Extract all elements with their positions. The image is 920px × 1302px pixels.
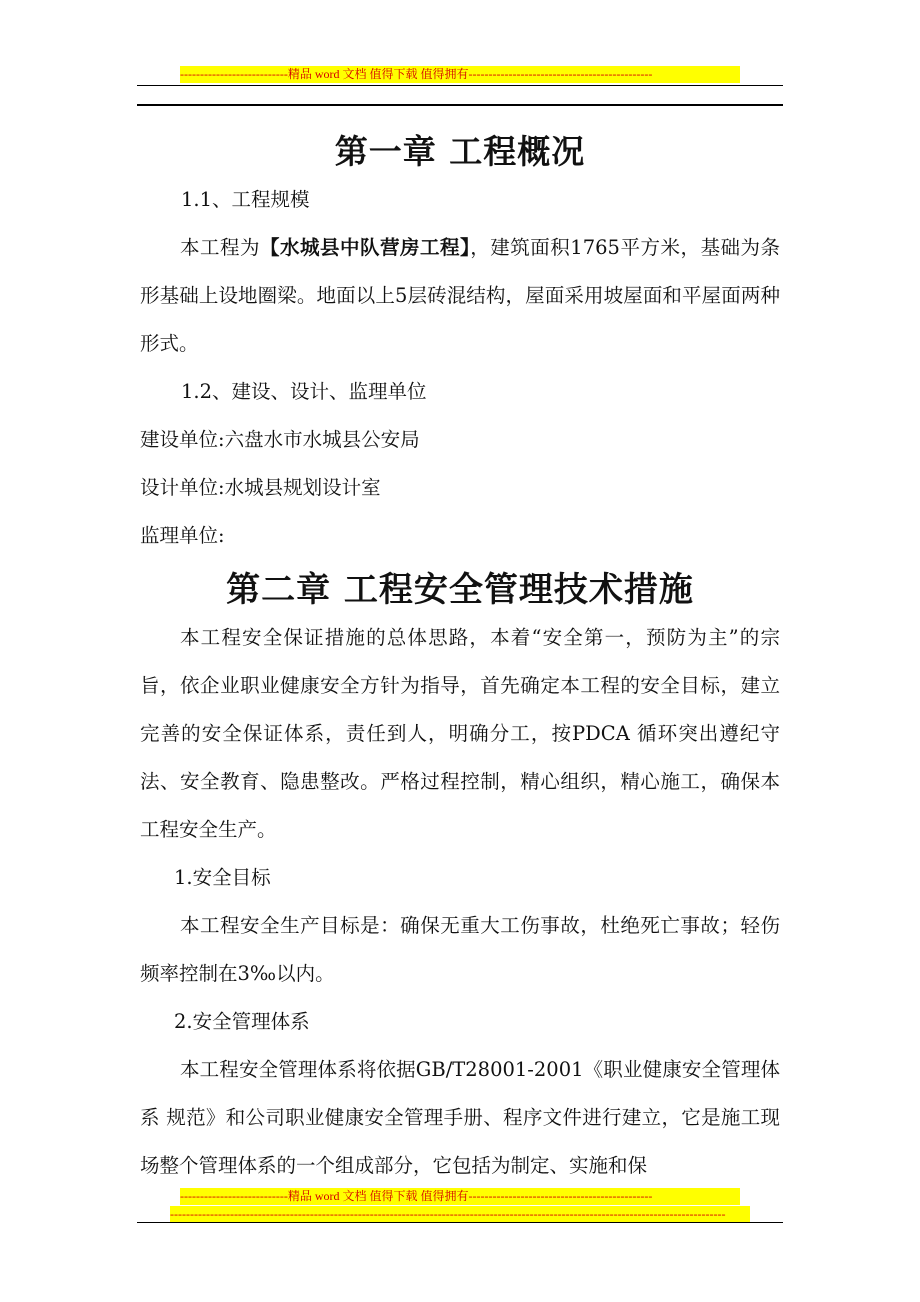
header-rule-thick <box>137 104 783 106</box>
chapter2-title: 第二章 工程安全管理技术措施 <box>226 570 694 610</box>
paragraph-text: 本工程为 <box>180 236 261 259</box>
header-rule-thin <box>137 85 783 86</box>
footer-banner: ---------------------------精品 word 文档 值得下载 值得拥有---------------------------------------------- <box>180 1188 740 1205</box>
owner-unit: 建设单位:六盘水市水城县公安局 <box>140 428 420 451</box>
section-heading-units: 1.2、建设、设计、监理单位 <box>181 380 427 403</box>
footer-rule <box>137 1222 783 1223</box>
section-heading-scale: 1.1、工程规模 <box>181 188 310 211</box>
project-name: 【水城县中队营房工程】 <box>260 236 471 259</box>
document-body <box>140 128 780 1190</box>
chapter1-title: 第一章 工程概况 <box>334 132 586 171</box>
safety-goal-paragraph: 本工程安全生产目标是：确保无重大工伤事故，杜绝死亡事故；轻伤频率控制在3‰以内。 <box>140 914 780 985</box>
supervisor-unit: 监理单位: <box>140 524 225 547</box>
section-heading-system: 2.安全管理体系 <box>174 1010 310 1033</box>
footer-dash-line: ------------------------------------------------------------------------------------------------------------------------------------------- <box>170 1206 750 1223</box>
designer-unit: 设计单位:水城县规划设计室 <box>140 476 381 499</box>
section-heading-goal: 1.安全目标 <box>174 866 271 889</box>
paragraph-text: ，建筑面积1765平方米，基础为条形基础上设地圈梁。地面以上5层砖混结构，屋面采用坡屋面和平屋面两种形式。 <box>140 236 780 355</box>
header-banner: ---------------------------精品 word 文档 值得下载 值得拥有---------------------------------------------- <box>180 66 740 83</box>
safety-intro-paragraph: 本工程安全保证措施的总体思路，本着“安全第一，预防为主”的宗旨，依企业职业健康安全方针为指导，首先确定本工程的安全目标，建立完善的安全保证体系，责任到人，明确分工，按PDCA 循环突出遵纪守法、安全教育、隐患整改。严格过程控制，精心组织，精心施工，确保本工程安全生产。 <box>140 626 780 841</box>
project-scale-paragraph <box>140 224 780 368</box>
safety-system-paragraph: 本工程安全管理体系将依据GB/T28001-2001《职业健康安全管理体系 规范》和公司职业健康安全管理手册、程序文件进行建立，它是施工现场整个管理体系的一个组成部分，它包括为制定、实施和保 <box>140 1058 780 1177</box>
